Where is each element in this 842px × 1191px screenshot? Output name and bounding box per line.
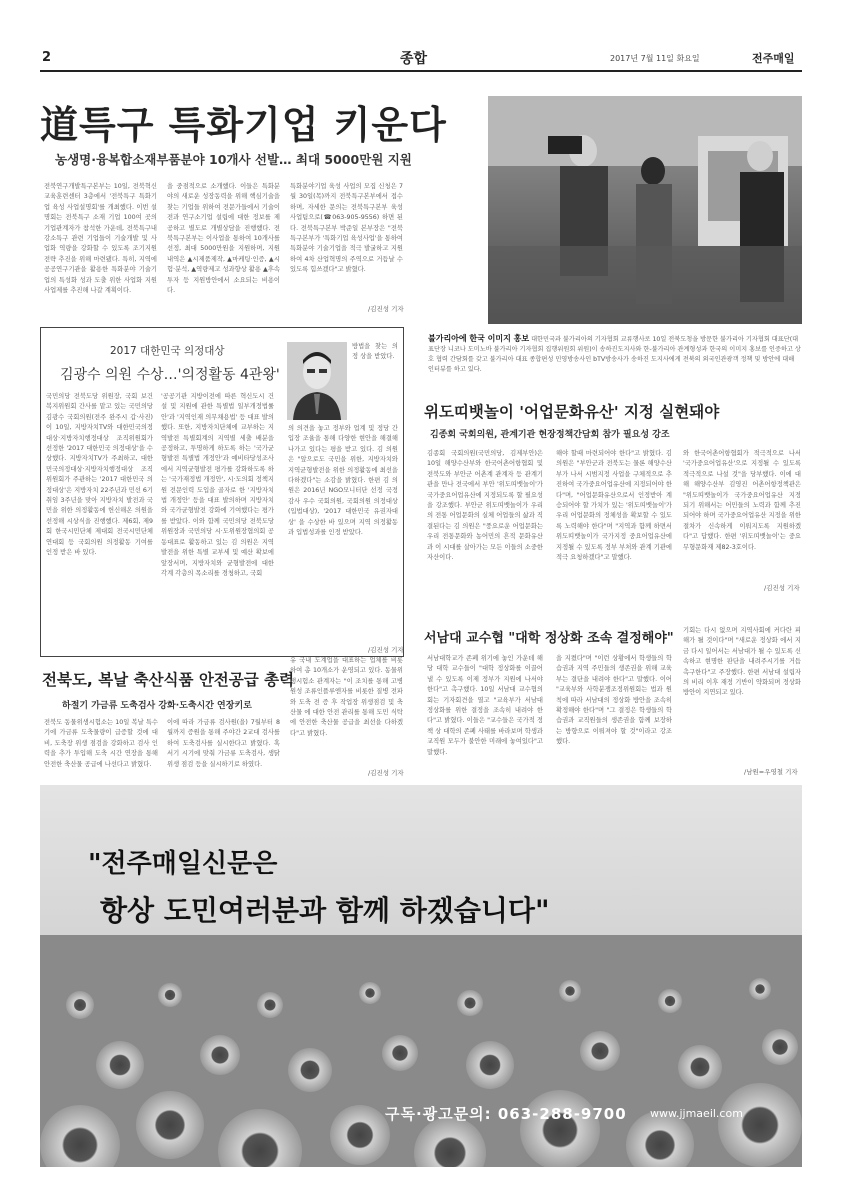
article4-byline: /김진성 기자 — [368, 769, 404, 777]
award-article-kicker: 2017 대한민국 의정대상 — [110, 345, 225, 357]
header-rule — [40, 70, 802, 72]
paper-name: 전주매일 — [752, 52, 795, 65]
article1-col2: 을 중점적으로 소개했다. 이들은 특화분야의 새로운 성장동력을 위해 핵심기술을 찾는 기업들 위하여 전문가들에서 기술이전과 연구소기업 설립에 대한 정보를 제공하고 별도로 개별상담을 진행했다. 전북특구본부는 이사업을 통하여 10개사를 선정, 최대 5000만원을 지원하며, 지원내역은 ▲시제품제작, ▲마케팅·인증, ▲시험·분석, ▲역량제고 성과향상 활용 ▲후속투자 등 지원방안에서 소요되는 비용이다. — [167, 183, 280, 295]
ad-contact: 구독·광고문의: 063-288-9700 — [385, 1105, 627, 1123]
article1-col1: 전북연구개발특구본부는 10일, 전북혁신교육훈련센터 3층에서 '전북특구 특화기업 육성 사업설명회'를 개최했다. 이번 설명회는 전북특구 소재 기업 100여 곳의 기업관계자가 참석한 가운데, 전북특구내 강소특구 관련 기업들이 기술개발 및 사업화 역량을 강화할 수 있도록 조기지원 전략 추진을 위해 마련됐다. 특히, 지역에 공공연구기관을 활용한 특화분야 기술기업의 특성화 성과 도출 위한 사업화 지원 사업제를 추진해 나갈 계획이다. — [44, 183, 157, 295]
article1-col3: 특화분야기업 육성 사업의 모집 신청은 7월 30일(목)까지 전북특구본부에서 접수하며, 자세한 문의는 전북특구본부 육성사업팀으로(☎063-905-9556) 하면 된다. 전북특구본부 박준일 본부장은 "전북특구본부가 '특화기업 육성사업'을 통하여 특화분야 기술기업을 적극 발굴하고 지원하여 4차 산업혁명의 주역으로 거듭날 수 있도록 힘쓰겠다"고 밝혔다. — [290, 183, 403, 274]
article4-subhead: 하절기 가금류 도축검사 강화·도축시간 연장키로 — [62, 701, 252, 711]
issue-date: 2017년 7월 11일 화요일 — [610, 54, 700, 63]
section-title: 종합 — [400, 51, 428, 67]
newspaper-ad — [40, 785, 802, 1167]
award-article-col2: '공공기관 지방이전에 따른 혁신도시 건설 및 지원에 관한 특별법 일부개정법률안'과 '지역인재 의무채용법' 등 대표 발의했다. 또한, 지방자치단체에 교부하는 지역발전 특별회계의 지역별 세출 배분을 공정하고, 투명하게 하도록 하는 '국가균형발전 특별법 개정안'과 예비타당성조사에서 지역균형발전 평가를 강화하도록 하는 '국가재정법 개정안', 시·도의회 정책지원 전문인력 도입을 골자로 한 '지방자치법 개정안' 등을 대표 발의하며 지방자치와 국가균형발전 강화에 기여했다는 평가를 받았다. 이와 함께 국민의당 전북도당 위원장과 국민의당 시·도위원장협의회 공동대표로 활동하고 있는 김 의원은 지역 발전을 위한 특별 교부세 및 예산 확보에 앞장서며, 지방자치와 균형발전에 대한 각계 각층의 목소리를 경청하고, 국회 — [161, 393, 274, 577]
article3-subhead: 김종회 국회의원, 관계기관 현장정책간담회 참가 필요성 강조 — [430, 430, 670, 440]
article1-subhead: 농생명·융복합소재부품분야 10개사 선발… 최대 5000만원 지원 — [55, 152, 412, 167]
award-article-col1: 국민의당 전북도당 위원장, 국회 보건복지위원회 간사를 맡고 있는 국민의당 김광수 국회의원(전주 완주시 갑·사진)이 10일, 지방자치TV와 대한민국의정대상·지방자치행정대상 조직위원회가 선정한 '2017 대한민국 의정대상'을 수상했다. 지방자치TV가 주최하고, 대한민국의정대상·지방자치행정대상 조직위원회가 주관하는 '2017 대한민국 의정대상'은 지방자치 22주년과 민선 6기 취임 3주년을 맞아 지방자치 발전과 국민을 위한 의정활동에 헌신해온 의원을 선정해 시상식을 진행했다. 제6회, 제9회 한국시민단체 제대회 전국시민단체연대회 등 국회의원 의정활동 기여를 인정 받은 바 있다. — [46, 393, 153, 557]
photo-caption — [428, 334, 802, 375]
article3-col2: 해야 할때 마련되어야 한다"고 밝혔다. 김 의원은 "부안군과 전북도는 물론 해양수산부가 나서 시범지정 사업을 구체적으로 추진하여 국가중요어업유산에 지정되어야 한다"며, "어업문화유산으로서 인정받아 계승되어야 할 가치가 있는 '위도띠뱃놀이'가 우리 어업문화의 정체성을 확보할 수 있도록 노력해야 한다"며 "지역과 함께 하면서 위도띠뱃놀이가 국가지정 중요어업유산에 지정될 수 있도록 정부 부처와 관계 기관에 적극 요청하겠다"고 말했다. — [556, 450, 672, 562]
ad-line1: "전주매일신문은 — [88, 849, 278, 879]
article3-col1: 김종회 국회의원(국민의당, 김제부안)은 10일 해양수산부와 한국어촌어항협회 및 전북도와 부안군 어촌계 관계자 등 관계기관을 만나 전국에서 부안 '위도띠뱃놀이'가 국가중요어업유산에 지정되도록 할 필요성을 강조했다. 부안군 위도띠뱃놀이가 우리의 전통 어업문화의 실체 어업들의 삶과 직결된다는 김 의원은 "풍요로운 어업문화는 우리 전통문화와 농어민의 흔적 문화유산과 이 시대를 살아가는 모든 이들의 소중한 자산이다. — [427, 450, 543, 562]
lawmaker-portrait — [287, 342, 347, 420]
article1-byline: /김진성 기자 — [368, 305, 404, 313]
award-article-col3-top: 방법을 찾는 의정 상을 받았다. — [352, 343, 398, 361]
news-photo — [488, 96, 802, 324]
ad-url[interactable]: www.jjmaeil.com — [650, 1107, 743, 1120]
award-article-byline: /김진성 기자 — [368, 646, 404, 654]
article4-col1: 전북도 동물위생시험소는 10일 복날 특수기에 가금류 도축물량이 급증할 것에 대비, 도축장 위생 점검을 강화하고 검사 인력을 추가 투입해 도축 시간 연장을 통해 안전한 축산물 공급에 나선다고 밝혔다. — [44, 719, 158, 768]
article5-col1: 서남대학교가 존폐 위기에 놓인 가운데 해당 대학 교수들이 "대학 정상화를 이끌어낼 수 있도록 이제 정부가 지원에 나서야 한다"고 촉구했다. 10일 서남대 교수협의회는 기자회견을 열고 "교육부가 서남대 정상화를 위한 결정을 조속히 내려야 한다"고 밝혔다. 이들은 "교수들은 국가적 정책 상 대학의 존폐 사태를 바라보며 학생과 교직원 모두가 불안한 미래에 놓여있다"고 말했다. — [427, 655, 543, 756]
article3-headline: 위도띠뱃놀이 '어업문화유산' 지정 실현돼야 — [424, 403, 720, 421]
article5-headline: 서남대 교수협 "대학 정상화 조속 결정해야" — [424, 631, 674, 646]
article4-headline: 전북도, 복날 축산식품 안전공급 총력 — [42, 671, 295, 689]
article5-col2: 을 지켰다"며 "이런 상황에서 학생들의 학습권과 지역 주민들의 생존권을 위해 교육부는 결단을 내려야 한다"고 말했다. 이어 "교육부와 사학분쟁조정위원회는 법과 원칙에 따라 서남대의 정상화 방안을 조속히 확정해야 한다"며 "그 결정은 학생들의 학습권과 교직원들의 생존권을 함께 보장하는 방향으로 이뤄져야 할 것"이라고 강조했다. — [556, 655, 672, 746]
photo-caption-title: 불가리아에 한국 이미지 홍보 — [428, 334, 530, 343]
article5-col3: 기회는 다시 없으며 지역사회에 커다란 피해가 될 것이다"며 "새로운 정상화 에서 지금 다시 일어서는 서남대가 될 수 있도록 신속하고 현명한 판단을 내려주시기를 거듭 촉구한다"고 주장했다. 한편 서남대 설립자의 비리 이후 재정 기반이 약화되며 정상화 방안이 지연되고 있다. — [683, 627, 801, 697]
article4-col3: 유 국내 도계업을 대표하는 업체를 비롯하여 총 10개소가 운영되고 있다. 동물위생시험소 관계자는 "이 조치를 통해 고병원성 조류인플루엔자를 비롯한 질병 전파와 도축 전 증 후 작업장 위생점검 및 축산물 에 대한 안전 관리를 통해 도민 식탁에 안전한 축산물 공급을 최선을 다하겠다"고 밝혔다. — [290, 657, 403, 737]
article4-col2: 이에 따라 가금류 검사원(을) 7월부터 8월까지 증원을 통해 주야간 2교대 검사를 하여 도축검사를 실시한다고 밝혔다. 혹서기 시기에 맞춰 가금류 도축검사, 생닭 위생 점검 등을 실시하기로 하였다. — [167, 719, 280, 768]
article5-byline: /남원=우영철 기자 — [744, 768, 798, 776]
ad-line2: 항상 도민여러분과 함께 하겠습니다" — [100, 894, 550, 927]
page-number: 2 — [42, 50, 52, 65]
article3-col3: 와 한국어촌어항협회가 적극적으로 나서 '국가중요어업유산'으로 지정될 수 있도록 적극적으로 나설 것"을 당부했다. 이에 대해 해양수산부 김영진 어촌어항정책관은 "위도띠뱃놀이가 국가중요어업유산 지정 되기 위해서는 어민들의 노력과 함께 추진되어야 하며 국가중요어업유산 지정을 위한 절차가 신속하게 이뤄지도록 지원하겠다"고 답했다. 한편 '위도띠뱃놀이'는 중요무형문화재 제82-3호이다. — [683, 450, 801, 551]
award-article-col3: 의 의견을 놓고 정부와 업계 및 정당 간 입장 조율을 통해 다양한 현안을 해결해 나가고 있다는 평을 받고 있다. 김 의원은 "앞으로도 국민을 위한, 지방자치와 지역균형발전을 위한 의정활동에 최선을 다하겠다"는 소감을 밝혔다. 한편 김 의원은 2016년 NGO모니터단 선정 국정감사 우수 국회의원, 국회의원 의정대상(입법대상), '2017 대한민국 유권자대상' 을 수상한 바 있으며 지역 의정활동과 입법성과를 인정 받았다. — [288, 425, 398, 537]
article1-headline: 道특구 특화기업 키운다 — [40, 102, 447, 147]
article3-byline: /김진성 기자 — [764, 584, 800, 592]
award-article-title: 김광수 의원 수상…'의정활동 4관왕' — [60, 367, 280, 383]
photo-caption-text: 대한민국과 불가리아의 기자협회 교류행사로 10일 전북도청을 방문한 불가리아 기자협회 대표단(대표단장 니코나 도미노바 불가리아 기자협회 집행위원회 위원)이 송하진도지사와 한-불가리아 관계형성과 한국의 이미지 홍보를 인증하고 상호 협력 간담회를 갖고 불가리아 대표 종합편성 민영방송사인 bTV방송사가 송하진 도지사에게 전북의 외국인관광객 정책 및 방안에 대해 인터뷰를 하고 있다. — [428, 336, 801, 373]
